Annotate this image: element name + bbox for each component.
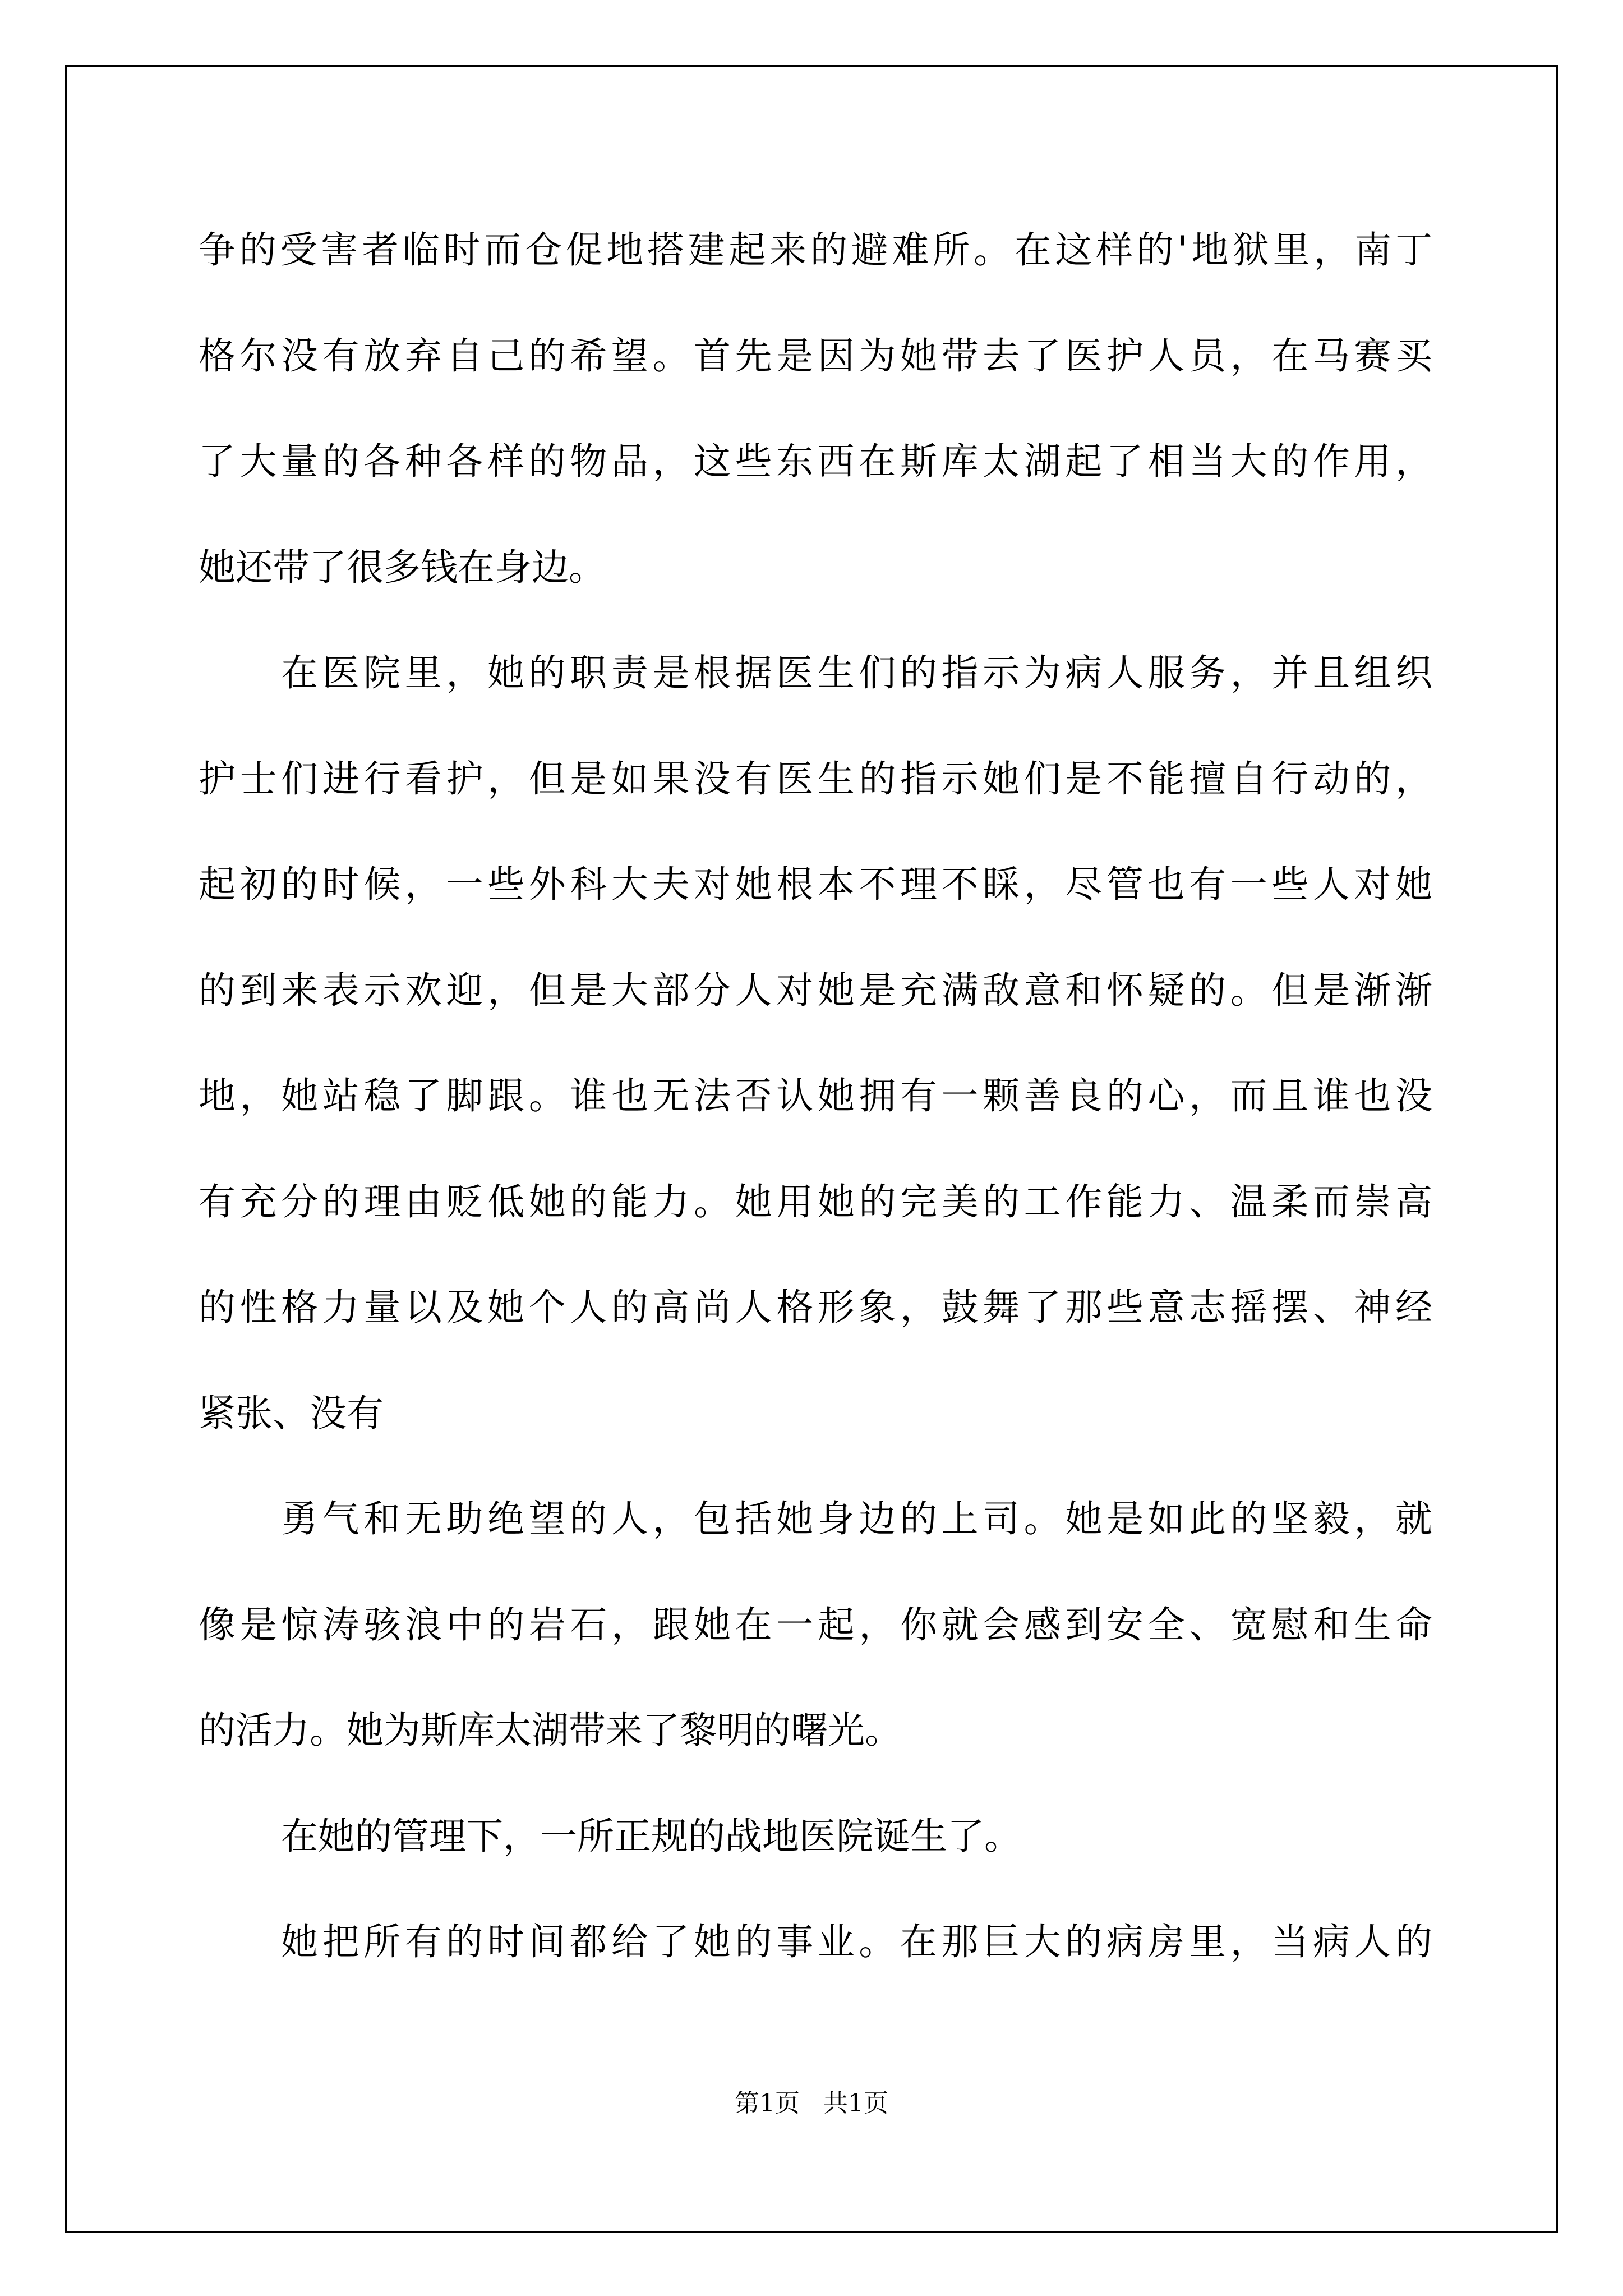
text-line: 的性格力量以及她个人的高尚人格形象，鼓舞了那些意志摇摆、神经: [199, 1286, 1432, 1329]
page-number-footer: 第1页 共1页: [735, 2089, 888, 2118]
text-line: 在她的管理下，一所正规的战地医院诞生了。: [281, 1814, 1021, 1858]
text-line: 勇气和无助绝望的人，包括她身边的上司。她是如此的坚毅，就: [281, 1497, 1432, 1540]
text-line: 她还带了很多钱在身边。: [199, 545, 606, 589]
text-line: 地，她站稳了脚跟。谁也无法否认她拥有一颗善良的心，而且谁也没: [199, 1074, 1432, 1117]
document-body: [199, 197, 1432, 1995]
text-line: 的活力。她为斯库太湖带来了黎明的曙光。: [199, 1709, 902, 1752]
text-line: 了大量的各种各样的物品，这些东西在斯库太湖起了相当大的作用，: [199, 440, 1432, 483]
text-line: 的到来表示欢迎，但是大部分人对她是充满敌意和怀疑的。但是渐渐: [199, 968, 1432, 1012]
text-line: 护士们进行看护，但是如果没有医生的指示她们是不能擅自行动的，: [199, 757, 1432, 800]
text-line: 紧张、没有: [199, 1391, 384, 1435]
text-line: 起初的时候，一些外科大夫对她根本不理不睬，尽管也有一些人对她: [199, 863, 1432, 906]
text-line: 她把所有的时间都给了她的事业。在那巨大的病房里，当病人的: [281, 1920, 1432, 1963]
text-line: 在医院里，她的职责是根据医生们的指示为病人服务，并且组织: [281, 651, 1432, 694]
text-line: 争的受害者临时而仓促地搭建起来的避难所。在这样的'地狱里，南丁: [199, 228, 1432, 272]
text-line: 像是惊涛骇浪中的岩石，跟她在一起，你就会感到安全、宽慰和生命: [199, 1603, 1432, 1646]
text-line: 格尔没有放弃自己的希望。首先是因为她带去了医护人员，在马赛买: [199, 334, 1432, 378]
text-line: 有充分的理由贬低她的能力。她用她的完美的工作能力、温柔而崇高: [199, 1180, 1432, 1223]
